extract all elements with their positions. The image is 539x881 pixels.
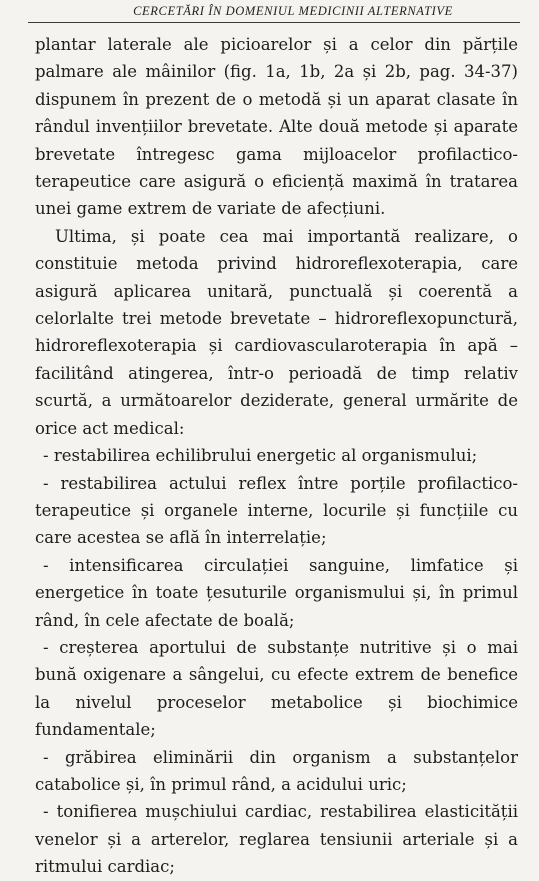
list-item-elimination: - grăbirea eliminării din organism a substanțelor catabolice și, în primul rând, a acidului uric;	[35, 747, 518, 794]
paragraph-hydroreflexotherapy: Ultima, și poate cea mai importantă realizare, o constituie metoda privind hidroreflexoterapia, care asigură aplicarea unitară, punctuală și coerentă a celorlalte trei metode brevetate – hidroreflexopunctură, hidroreflexoterapia și cardiovascularoterapia în apă – facilitând atingerea, într-o perioadă de timp relativ scurtă, a următoarelor deziderate, general urmărite de orice act medical:	[35, 226, 518, 438]
running-header: CERCETĂRI ÎN DOMENIUL MEDICINII ALTERNATIVE	[133, 4, 453, 18]
paragraph-continuation: plantar laterale ale picioarelor și a celor din părțile palmare ale mâinilor (fig. 1a, 1b, 2a și 2b, pag. 34-37) dispunem în prezent de o metodă și un aparat clasate în rândul invențiilor brevetate. Alte două metode și aparate brevetate întregesc gama mijloacelor profilactico-terapeutice care asigură o eficiență maximă în tratarea unei game extrem de variate de afecțiuni.	[35, 35, 518, 219]
list-item-circulation: - intensificarea circulației sanguine, limfatice și energetice în toate țesuturile organismului și, în primul rând, în cele afectate de boală;	[35, 555, 518, 630]
list-item-cardiac-tonification: - tonifierea mușchiului cardiac, restabilirea elasticității venelor și a arterelor, reglarea tensiunii arteriale și a ritmului cardiac;	[35, 802, 518, 877]
list-item-nutrient-intake: - creșterea aportului de substanțe nutritive și o mai bună oxigenare a sângelui, cu efecte extrem de benefice la nivelul proceselor metabolice și biochimice fundamentale;	[35, 637, 518, 740]
page-body	[35, 31, 518, 881]
list-item-energy-balance: - restabilirea echilibrului energetic al organismului;	[43, 446, 478, 466]
list-item-reflex-restoration: - restabilirea actului reflex între porțile profilactico-terapeutice și organele interne, locurile și funcțiile cu care acestea se află în interrelație;	[35, 473, 518, 548]
header-divider	[28, 22, 520, 23]
